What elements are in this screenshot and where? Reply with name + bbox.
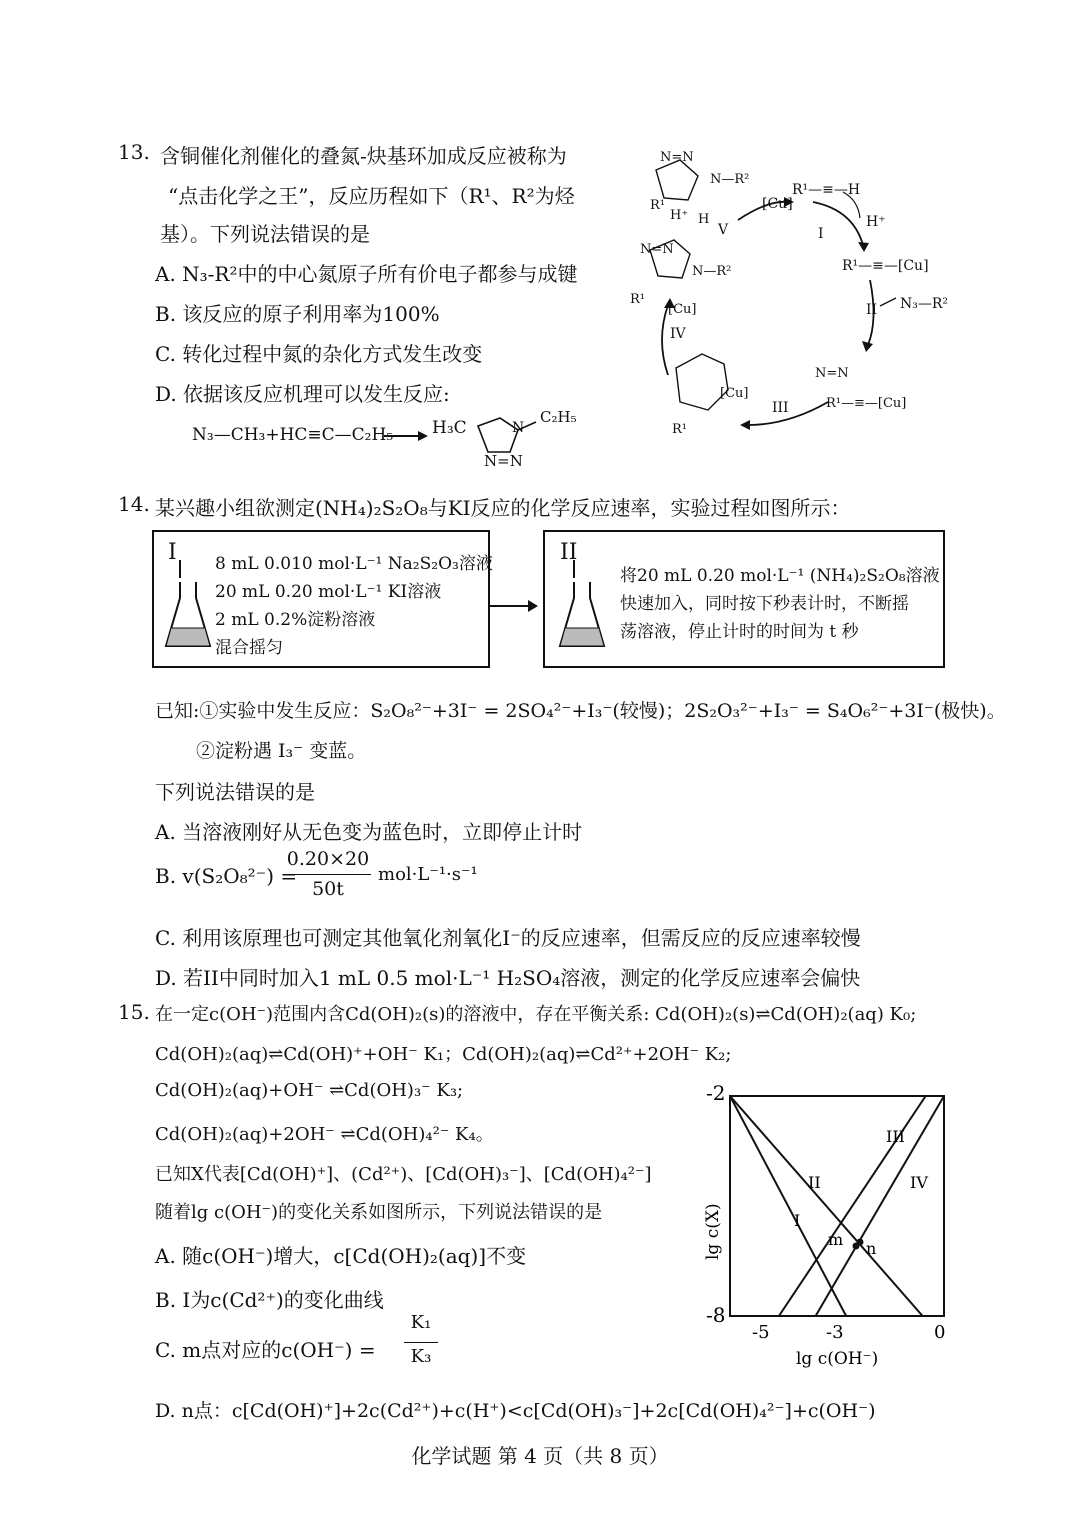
q15-line2: Cd(OH)₂(aq)⇌Cd(OH)⁺+OH⁻ K₁；Cd(OH)₂(aq)⇌Cd²⁺+2OH⁻ K₂; — [155, 1044, 732, 1065]
q14-known-1: 已知:①实验中发生反应：S₂O₈²⁻+3I⁻ = 2SO₄²⁻+I₃⁻(较慢)；2S₂O₃²⁻+I₃⁻ = S₄O₆²⁻+3I⁻(极快)。 — [155, 700, 1006, 722]
n-r2-label-mid: N—R² — [692, 264, 732, 279]
q13-stem-line1: 含铜催化剂催化的叠氮-炔基环加成反应被称为 — [160, 144, 567, 168]
cu-ring-label-mid: [Cu] — [668, 302, 697, 317]
r1-label-mid: R¹ — [630, 292, 645, 307]
chart-frame — [730, 1096, 944, 1316]
curve-label-iv: IV — [910, 1173, 928, 1192]
x-tick-0: 0 — [934, 1322, 946, 1343]
triazole-product-ring-icon — [656, 160, 698, 200]
box-i-line3: 2 mL 0.2%淀粉溶液 — [215, 610, 376, 630]
nn-label-mid: N=N — [640, 242, 674, 257]
q15-line5: 已知X代表[Cd(OH)⁺]、(Cd²⁺)、[Cd(OH)₃⁻]、[Cd(OH)₄²⁻] — [155, 1164, 652, 1185]
q15-line6: 随着lg c(OH⁻)的变化关系如图所示，下列说法错误的是 — [155, 1202, 603, 1223]
q13-d-product-h3c: H₃C — [432, 418, 467, 438]
q13-stem-line2: “点击化学之王”，反应历程如下（R¹、R²为烃 — [168, 184, 575, 208]
n-r2-label-top: N—R² — [710, 172, 750, 187]
fraction-bar — [404, 1342, 438, 1343]
q15-line4: Cd(OH)₂(aq)+2OH⁻ ⇌Cd(OH)₄²⁻ K₄。 — [155, 1124, 494, 1145]
box-i-line2: 20 mL 0.20 mol·L⁻¹ KI溶液 — [215, 582, 442, 602]
box-i-line1: 8 mL 0.010 mol·L⁻¹ Na₂S₂O₃溶液 — [215, 554, 493, 574]
azide-reactant-label: N₃—R² — [900, 296, 949, 312]
step-iv-label: IV — [670, 326, 686, 342]
y-tick-top: -2 — [706, 1081, 726, 1105]
series-line-i — [730, 1096, 846, 1316]
cu-catalyst-label: [Cu] — [762, 196, 793, 212]
nn-label-top: N=N — [660, 150, 694, 165]
reagent-arrow-icon — [880, 298, 896, 306]
q15-option-b: B. I为c(Cd²⁺)的变化曲线 — [155, 1288, 384, 1312]
cu-ring-label-bottom: [Cu] — [720, 386, 749, 401]
x-axis-label: lg c(OH⁻) — [796, 1349, 879, 1369]
q15-line3: Cd(OH)₂(aq)+OH⁻ ⇌Cd(OH)₃⁻ K₃; — [155, 1080, 464, 1101]
reaction-arrow-icon — [382, 428, 430, 444]
point-n-label: n — [866, 1239, 877, 1258]
q15-option-c-prefix: C. m点对应的c(OH⁻) = — [155, 1338, 376, 1362]
curve-label-iii: III — [886, 1127, 905, 1146]
q14-option-a: A. 当溶液刚好从无色变为蓝色时，立即停止计时 — [155, 820, 583, 844]
q15-option-d: D. n点：c[Cd(OH)⁺]+2c(Cd²⁺)+c(H⁺)<c[Cd(OH)₃⁻]+2c[Cd(OH)₄²⁻]+c(OH⁻) — [155, 1400, 876, 1422]
y-tick-bottom: -8 — [706, 1303, 726, 1327]
r1-label-top: R¹ — [650, 198, 665, 213]
box-ii-line3: 荡溶液，停止计时的时间为 t 秒 — [620, 622, 859, 642]
q15-number: 15. — [118, 1000, 150, 1024]
hplus-out-label: H⁺ — [866, 214, 886, 230]
q15-option-c-denominator: K₃ — [410, 1346, 432, 1367]
q14-number: 14. — [118, 492, 150, 516]
q14-option-b-numerator: 0.20×20 — [286, 848, 370, 870]
box-i-label: I — [168, 540, 177, 565]
step-iii-label: III — [772, 400, 789, 416]
q14-option-b-denominator: 50t — [312, 878, 344, 900]
r1-label-bottom: R¹ — [672, 422, 687, 437]
box-i-line4: 混合摇匀 — [215, 638, 283, 658]
arrow-head-icon — [740, 420, 750, 430]
series-line-iii — [816, 1096, 944, 1316]
nn-label-right: N=N — [815, 366, 849, 381]
q14-option-d: D. 若II中同时加入1 mL 0.5 mol·L⁻¹ H₂SO₄溶液，测定的化学反应速率会偏快 — [155, 966, 861, 990]
r1-cu-label-right: R¹—≡—[Cu] — [826, 396, 907, 411]
q13-d-product-n: N — [512, 420, 525, 436]
q14-option-b-unit: mol·L⁻¹·s⁻¹ — [378, 864, 478, 885]
step-ii-label: II — [866, 302, 878, 318]
cu-acetylide-label: R¹—≡—[Cu] — [842, 258, 929, 274]
arrow-head-icon — [862, 341, 873, 352]
q15-line1: 在一定c(OH⁻)范围内含Cd(OH)₂(s)的溶液中，存在平衡关系: Cd(OH)₂(s)⇌Cd(OH)₂(aq) K₀; — [155, 1004, 917, 1025]
point-m-label: m — [828, 1230, 844, 1249]
y-axis-label: lg c(X) — [703, 1203, 723, 1260]
step-i-label: I — [818, 226, 824, 242]
intersection-point-n — [857, 1239, 864, 1246]
box-ii-label: II — [560, 540, 578, 565]
arrow-head-icon — [858, 242, 869, 252]
q13-option-b: B. 该反应的原子利用率为100% — [155, 302, 440, 326]
q13-stem-line3: 基）。下列说法错误的是 — [160, 222, 370, 246]
page-footer: 化学试题 第 4 页（共 8 页） — [411, 1444, 669, 1468]
curve-label-i: I — [794, 1211, 801, 1230]
q13-option-c: C. 转化过程中氮的杂化方式发生改变 — [155, 342, 483, 366]
box-ii-line2: 快速加入，同时按下秒表计时，不断摇 — [620, 594, 909, 614]
hplus-in-label: H⁺ — [670, 208, 689, 223]
q13-d-product-c2h5: C₂H₅ — [540, 408, 577, 426]
q14-ask: 下列说法错误的是 — [155, 780, 315, 804]
x-tick-neg5: -5 — [752, 1322, 770, 1343]
alkyne-reactant-label: R¹—≡—H — [792, 182, 861, 198]
lg-c-chart — [690, 1070, 980, 1380]
q14-known-2: ②淀粉遇 I₃⁻ 变蓝。 — [196, 740, 367, 762]
q14-option-c: C. 利用该原理也可测定其他氧化剂氧化I⁻的反应速率，但需反应的反应速率较慢 — [155, 926, 861, 950]
step-v-label: V — [718, 222, 729, 238]
q15-option-a: A. 随c(OH⁻)增大，c[Cd(OH)₂(aq)]不变 — [155, 1244, 527, 1268]
q13-d-product-nn: N=N — [484, 452, 523, 470]
x-tick-neg3: -3 — [826, 1322, 844, 1343]
flask-icon — [162, 560, 214, 660]
flask-icon — [556, 560, 608, 660]
q13-option-d: D. 依据该反应机理可以发生反应: — [155, 382, 450, 406]
q15-option-c-numerator: K₁ — [410, 1312, 432, 1333]
metallacycle-ring-icon — [676, 354, 728, 410]
box-ii-line1: 将20 mL 0.20 mol·L⁻¹ (NH₄)₂S₂O₈溶液 — [620, 566, 940, 586]
q13-number: 13. — [118, 140, 150, 164]
fraction-bar — [285, 874, 371, 875]
q13-option-a: A. N₃-R²中的中心氮原子所有价电子都参与成键 — [155, 262, 578, 286]
q13-d-equation-left: N₃—CH₃+HC≡C—C₂H₅ — [192, 425, 394, 445]
q14-stem: 某兴趣小组欲测定(NH₄)₂S₂O₈与KI反应的化学反应速率，实验过程如图所示： — [155, 496, 851, 520]
curve-label-ii: II — [808, 1173, 821, 1192]
q14-option-b-prefix: B. v(S₂O₈²⁻) = — [155, 864, 298, 888]
process-arrow-icon — [488, 598, 540, 614]
hydrogen-label: H — [698, 212, 710, 227]
